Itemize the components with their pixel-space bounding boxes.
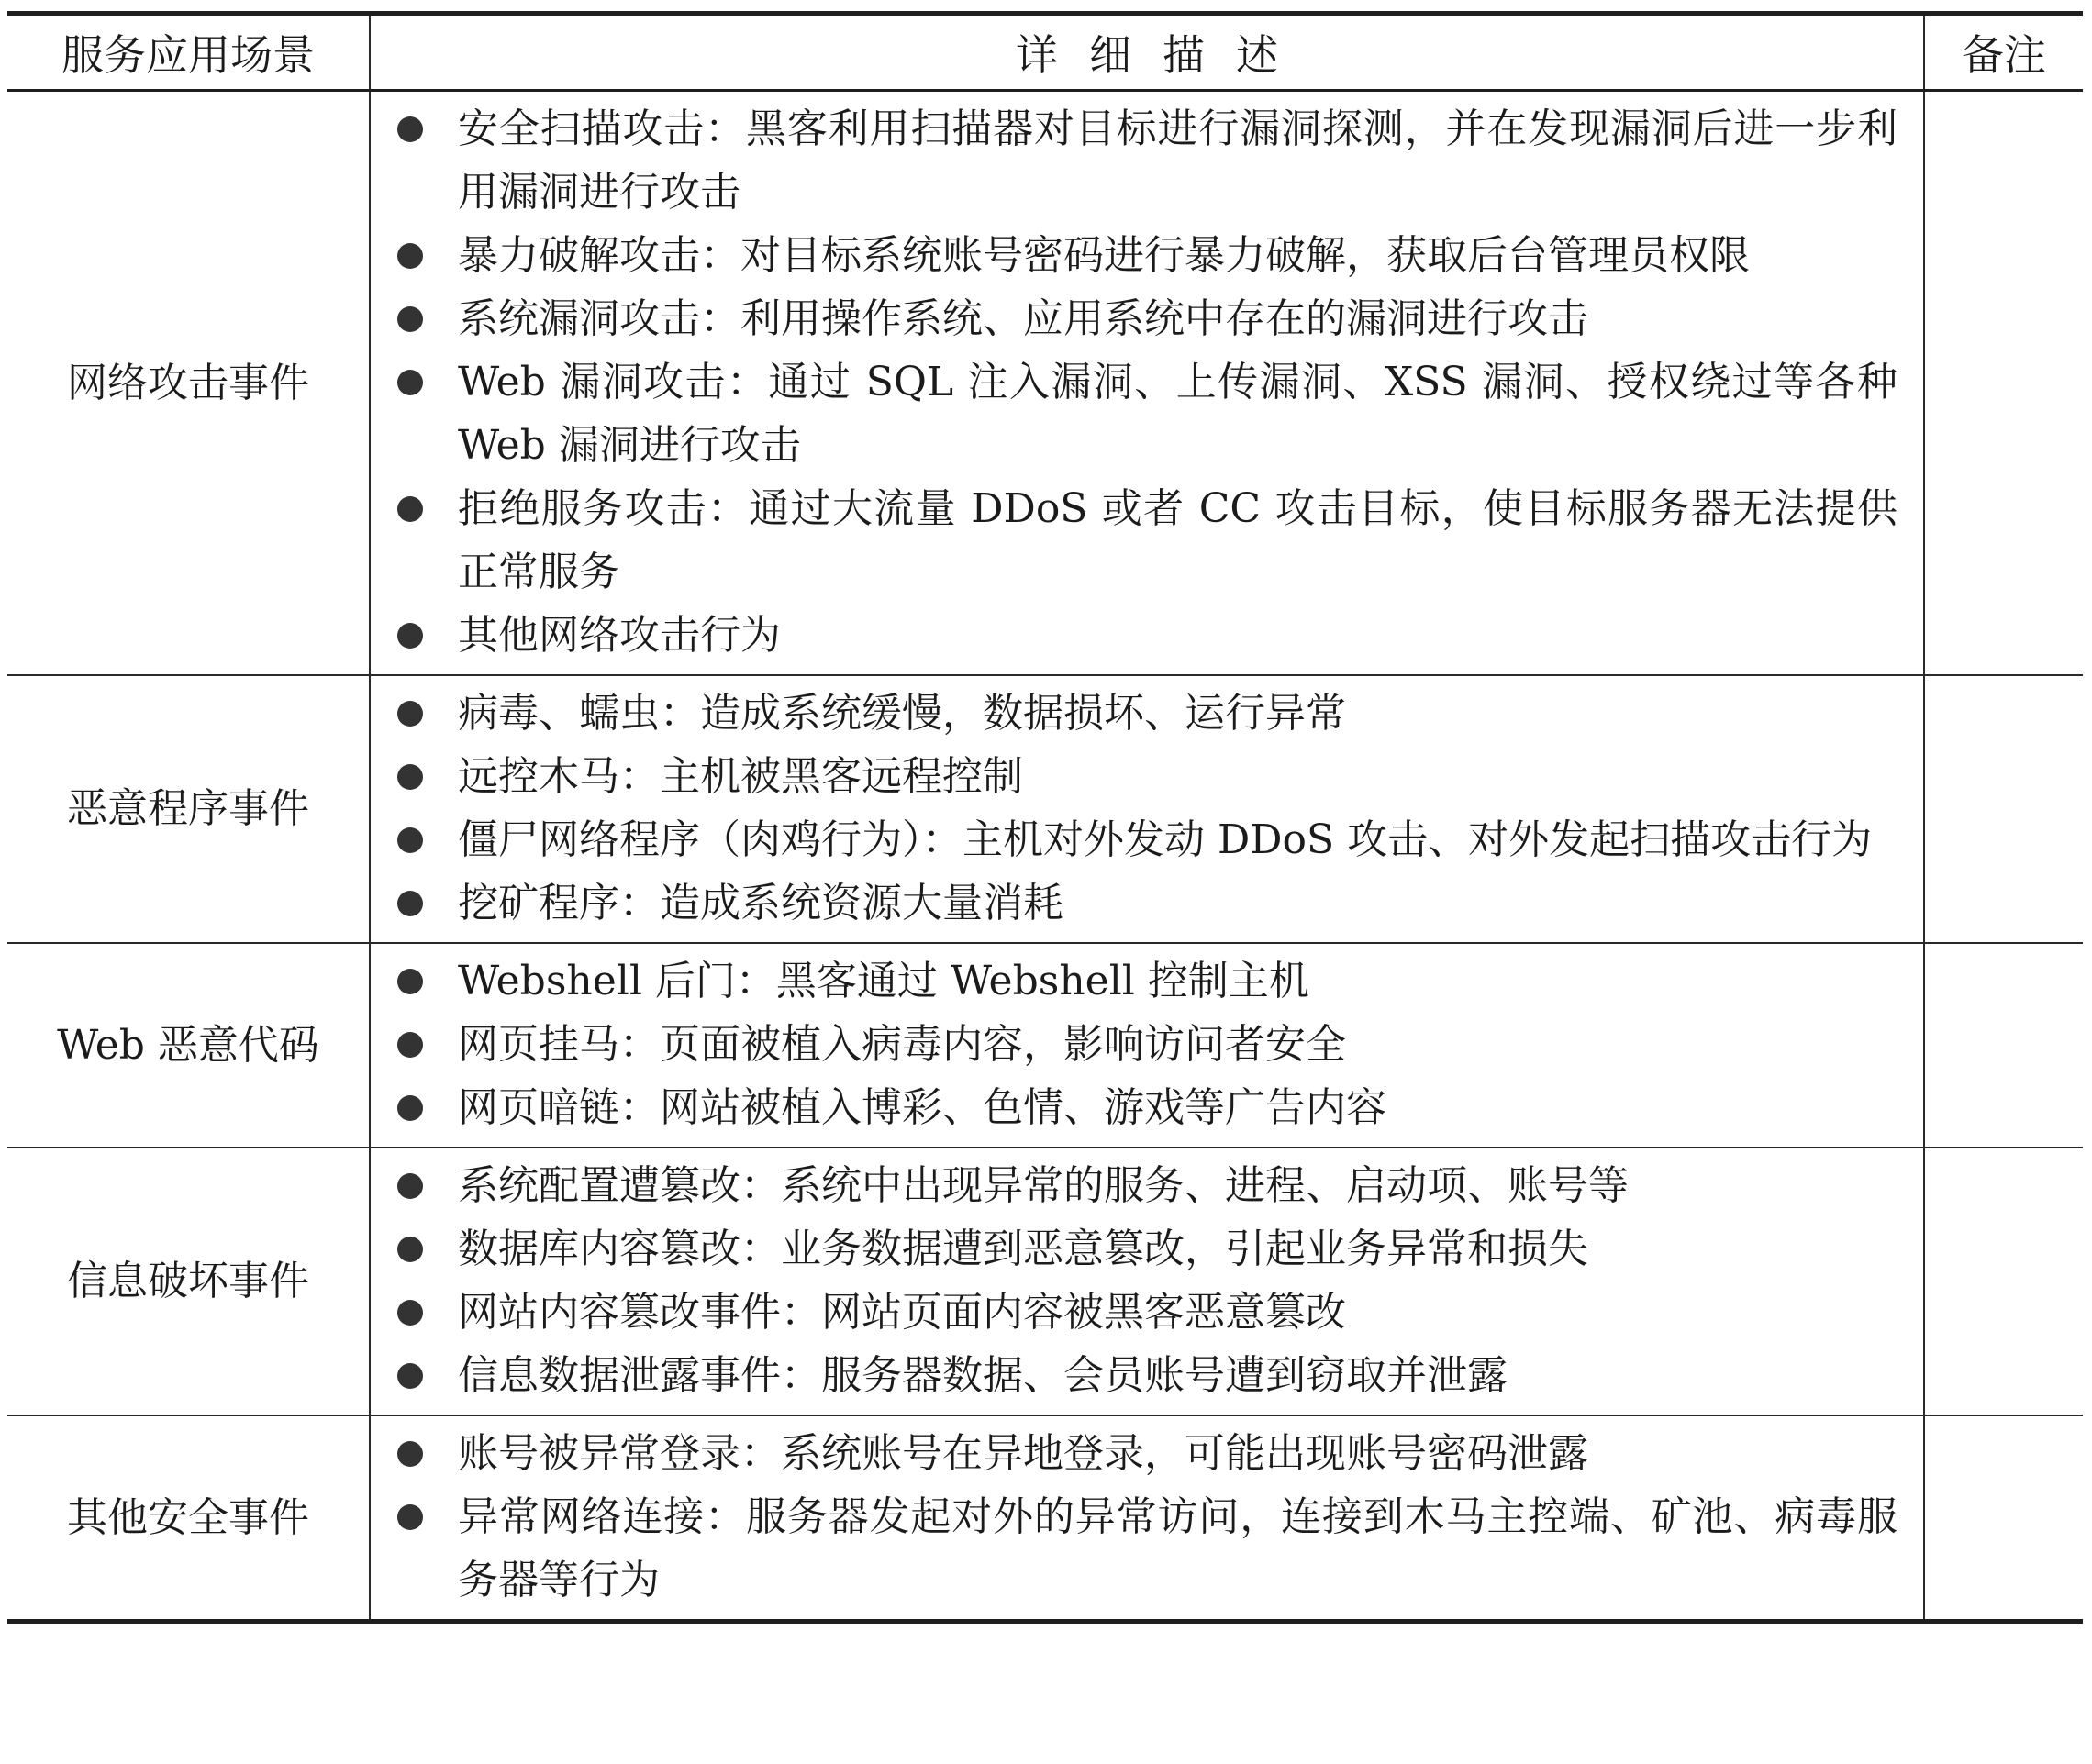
detail-list [458, 97, 1897, 667]
list-item [458, 1154, 1897, 1217]
list-item [458, 604, 1897, 667]
bullet-dot-icon [397, 306, 423, 332]
detail-list [458, 949, 1897, 1139]
detail-cell [370, 943, 1924, 1148]
table-header-row [7, 14, 2083, 91]
bullet-dot-icon [397, 1363, 423, 1389]
remark-cell [1924, 1415, 2083, 1622]
header-remark: 备注 [1924, 14, 2083, 91]
bullet-dot-icon [397, 116, 423, 142]
list-item [458, 1076, 1897, 1139]
bullet-dot-icon [397, 1300, 423, 1326]
bullet-dot-icon [397, 496, 423, 522]
detail-cell [370, 1415, 1924, 1622]
list-item-text: 网页挂马：页面被植入病毒内容，影响访问者安全 [458, 1021, 1346, 1068]
bullet-dot-icon [397, 243, 423, 269]
list-item [458, 350, 1897, 477]
scene-cell: 其他安全事件 [7, 1415, 370, 1622]
table-row [7, 91, 2083, 676]
remark-cell [1924, 1148, 2083, 1415]
list-item [458, 1013, 1897, 1076]
list-item-text: 其他网络攻击行为 [458, 612, 781, 659]
bullet-dot-icon [397, 764, 423, 790]
list-item-text: 账号被异常登录：系统账号在异地登录，可能出现账号密码泄露 [458, 1430, 1588, 1477]
list-item-text: 信息数据泄露事件：服务器数据、会员账号遭到窃取并泄露 [458, 1352, 1508, 1399]
list-item-text: 系统漏洞攻击：利用操作系统、应用系统中存在的漏洞进行攻击 [458, 295, 1588, 342]
header-detail [370, 14, 1924, 91]
list-item-text: 数据库内容篡改：业务数据遭到恶意篡改，引起业务异常和损失 [458, 1226, 1588, 1272]
list-item-text: 拒绝服务攻击：通过大流量 DDoS 或者 CC 攻击目标，使目标服务器无法提供正常服务 [458, 485, 1897, 595]
list-item-text: 系统配置遭篡改：系统中出现异常的服务、进程、启动项、账号等 [458, 1162, 1629, 1209]
remark-cell [1924, 943, 2083, 1148]
list-item-text: 远控木马：主机被黑客远程控制 [458, 753, 1023, 800]
bullet-dot-icon [397, 1095, 423, 1121]
list-item-text: 病毒、蠕虫：造成系统缓慢，数据损坏、运行异常 [458, 690, 1346, 737]
list-item-text: 网站内容篡改事件：网站页面内容被黑客恶意篡改 [458, 1289, 1346, 1336]
table-row [7, 1148, 2083, 1415]
scene-cell: 网络攻击事件 [7, 91, 370, 676]
list-item-text: 网页暗链：网站被植入博彩、色情、游戏等广告内容 [458, 1084, 1386, 1131]
list-item [458, 287, 1897, 350]
bullet-dot-icon [397, 1441, 423, 1467]
bullet-dot-icon [397, 623, 423, 649]
remark-cell [1924, 91, 2083, 676]
list-item [458, 477, 1897, 604]
list-item [458, 1281, 1897, 1344]
table-body [7, 91, 2083, 1622]
list-item-text: Web 漏洞攻击：通过 SQL 注入漏洞、上传漏洞、XSS 漏洞、授权绕过等各种 Web 漏洞进行攻击 [458, 359, 1897, 469]
scene-cell: 恶意程序事件 [7, 675, 370, 943]
table-row [7, 943, 2083, 1148]
detail-list [458, 682, 1897, 935]
list-item-text: 异常网络连接：服务器发起对外的异常访问，连接到木马主控端、矿池、病毒服务器等行为 [458, 1493, 1897, 1603]
list-item-text: 挖矿程序：造成系统资源大量消耗 [458, 880, 1063, 926]
scene-cell: 信息破坏事件 [7, 1148, 370, 1415]
list-item-text: 安全扫描攻击：黑客利用扫描器对目标进行漏洞探测，并在发现漏洞后进一步利用漏洞进行攻击 [458, 105, 1897, 216]
detail-list [458, 1154, 1897, 1407]
bullet-dot-icon [397, 1173, 423, 1199]
scene-cell: Web 恶意代码 [7, 943, 370, 1148]
bullet-dot-icon [397, 370, 423, 395]
list-item-text: 暴力破解攻击：对目标系统账号密码进行暴力破解，获取后台管理员权限 [458, 232, 1750, 279]
list-item [458, 1485, 1897, 1612]
bullet-dot-icon [397, 891, 423, 916]
remark-cell [1924, 675, 2083, 943]
table-row [7, 1415, 2083, 1622]
detail-cell [370, 1148, 1924, 1415]
bullet-dot-icon [397, 701, 423, 727]
list-item [458, 97, 1897, 224]
list-item [458, 1217, 1897, 1281]
list-item [458, 1422, 1897, 1485]
list-item [458, 1344, 1897, 1407]
detail-cell [370, 91, 1924, 676]
table-row [7, 675, 2083, 943]
bullet-dot-icon [397, 969, 423, 994]
security-events-table [7, 11, 2083, 1624]
list-item-text: Webshell 后门：黑客通过 Webshell 控制主机 [458, 958, 1309, 1004]
bullet-dot-icon [397, 1504, 423, 1530]
detail-list [458, 1422, 1897, 1612]
bullet-dot-icon [397, 1237, 423, 1262]
header-scene: 服务应用场景 [7, 14, 370, 91]
list-item [458, 745, 1897, 808]
list-item [458, 808, 1897, 871]
list-item [458, 949, 1897, 1013]
detail-cell [370, 675, 1924, 943]
bullet-dot-icon [397, 827, 423, 853]
list-item [458, 224, 1897, 287]
header-detail-label: 详细描述 [1016, 30, 1309, 80]
list-item [458, 682, 1897, 745]
list-item [458, 871, 1897, 935]
bullet-dot-icon [397, 1032, 423, 1058]
document-page [7, 11, 2083, 1624]
list-item-text: 僵尸网络程序（肉鸡行为）：主机对外发动 DDoS 攻击、对外发起扫描攻击行为 [458, 816, 1873, 863]
